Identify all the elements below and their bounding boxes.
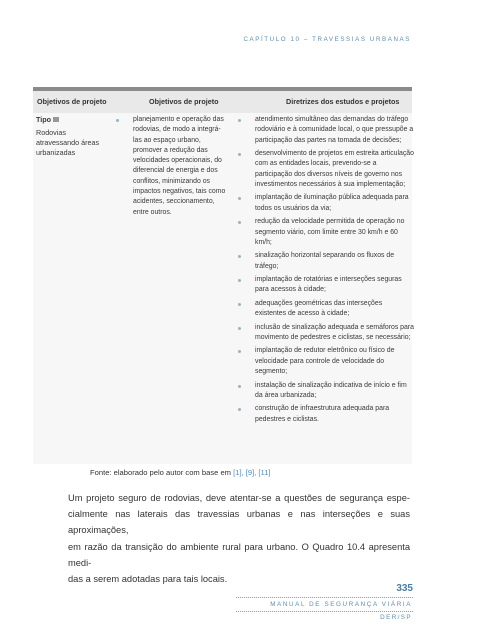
header-col-2: Objetivos de projeto [149, 97, 219, 106]
guideline-item [235, 275, 415, 296]
guideline-text: inclusão de sinalização adequada e semáforos para movimento de pedestres e ciclistas, se necessário; [255, 323, 414, 341]
bullet-dot [238, 197, 241, 200]
bullet-dot [238, 350, 241, 353]
objectives-column [113, 115, 228, 221]
guideline-text: desenvolvimento de projetos em estreita articulação com as entidades locais, prevendo-se a participação dos diversos níveis de governo nos investimentos necessários à sua implementação; [255, 150, 414, 188]
bullet-dot [238, 119, 241, 122]
paragraph-line: Um projeto seguro de rodovias, deve atentar-se a questões de segurança espe- [68, 493, 410, 503]
source-references[interactable]: [1], [9], [11] [233, 468, 271, 477]
guideline-text: instalação de sinalização indicativa de início e fim da área urbanizada; [255, 381, 407, 399]
type-label: Tipo III [36, 115, 60, 124]
guideline-item [235, 149, 415, 190]
paragraph-line: em razão da transição do ambiente rural para urbano. O Quadro 10.4 apresenta medi- [68, 541, 410, 568]
bullet-dot [238, 255, 241, 258]
footer-divider [236, 611, 413, 612]
guideline-text: construção de infraestrutura adequada para pedestres e ciclistas. [255, 405, 390, 423]
guideline-item [235, 323, 415, 344]
table-body [33, 113, 412, 464]
bullet-dot [238, 221, 241, 224]
footer-divider [236, 597, 413, 598]
guideline-item [235, 217, 415, 248]
guideline-item [235, 299, 415, 320]
guideline-item [235, 404, 415, 425]
bullet-dot [238, 153, 241, 156]
bullet-dot [238, 385, 241, 388]
paragraph-line: cialmente nas laterais das travessias urbanas e nas interseções e suas aproximações, [68, 509, 410, 536]
guidelines-column [235, 115, 415, 428]
bullet-dot [238, 303, 241, 306]
guideline-text: adequações geométricas das interseções existentes de acesso à cidade; [255, 299, 383, 318]
guideline-item [235, 381, 415, 402]
guideline-text: sinalização horizontal separando os fluxos de tráfego; [255, 252, 395, 270]
guideline-item [235, 115, 415, 146]
footer-org: DER/SP [380, 614, 412, 621]
guideline-item [235, 251, 415, 272]
chapter-header: CAPÍTULO 10 – TRAVESSIAS URBANAS [243, 36, 411, 43]
bullet-dot [238, 279, 241, 282]
type-description: Rodovias atravessando áreas urbanizadas [36, 128, 100, 157]
paragraph-line: das a serem adotadas para tais locais. [68, 574, 228, 585]
objective-item [113, 115, 228, 218]
guideline-item [235, 346, 415, 377]
guideline-text: implantação de rotatórias e interseções seguras para acessos à cidade; [255, 276, 402, 294]
type-column [36, 115, 110, 158]
page-number: 335 [396, 583, 413, 594]
bullet-dot [238, 327, 241, 330]
footer-title: MANUAL DE SEGURANÇA VIÁRIA [270, 601, 412, 608]
bullet-dot [238, 408, 241, 411]
objective-text: planejamento e operação das rodovias, de modo a integrá-las ao espaço urbano, promover a redução das velocidades operacionais, do diferencial de energia e dos conflitos, minimizando os impactos negativos, tais como acidentes, seccionamento, entre outros. [133, 116, 226, 216]
header-col-3: Diretrizes dos estudos e projetos [286, 97, 400, 106]
bullet-dot [116, 119, 119, 122]
source-prefix: Fonte: elaborado pelo autor com base em [90, 468, 234, 477]
guideline-text: redução da velocidade permitida de operação no segmento viário, com limite entre 30 km/h e 60 km/h; [255, 218, 405, 246]
body-paragraph [68, 490, 410, 587]
table-header [33, 91, 412, 113]
source-caption [90, 468, 271, 477]
guideline-text: implantação de redutor eletrônico ou físico de velocidade para controle de velocidade do segmento; [255, 347, 395, 376]
header-col-1: Objetivos de projeto [37, 97, 107, 106]
guideline-text: atendimento simultâneo das demandas do tráfego rodoviário e à comunidade local, o que pressupõe a participação das partes na tomada de decisões; [255, 116, 414, 144]
guideline-item [235, 193, 415, 214]
guideline-text: implantação de iluminação pública adequada para todos os usuários da via; [255, 194, 409, 212]
